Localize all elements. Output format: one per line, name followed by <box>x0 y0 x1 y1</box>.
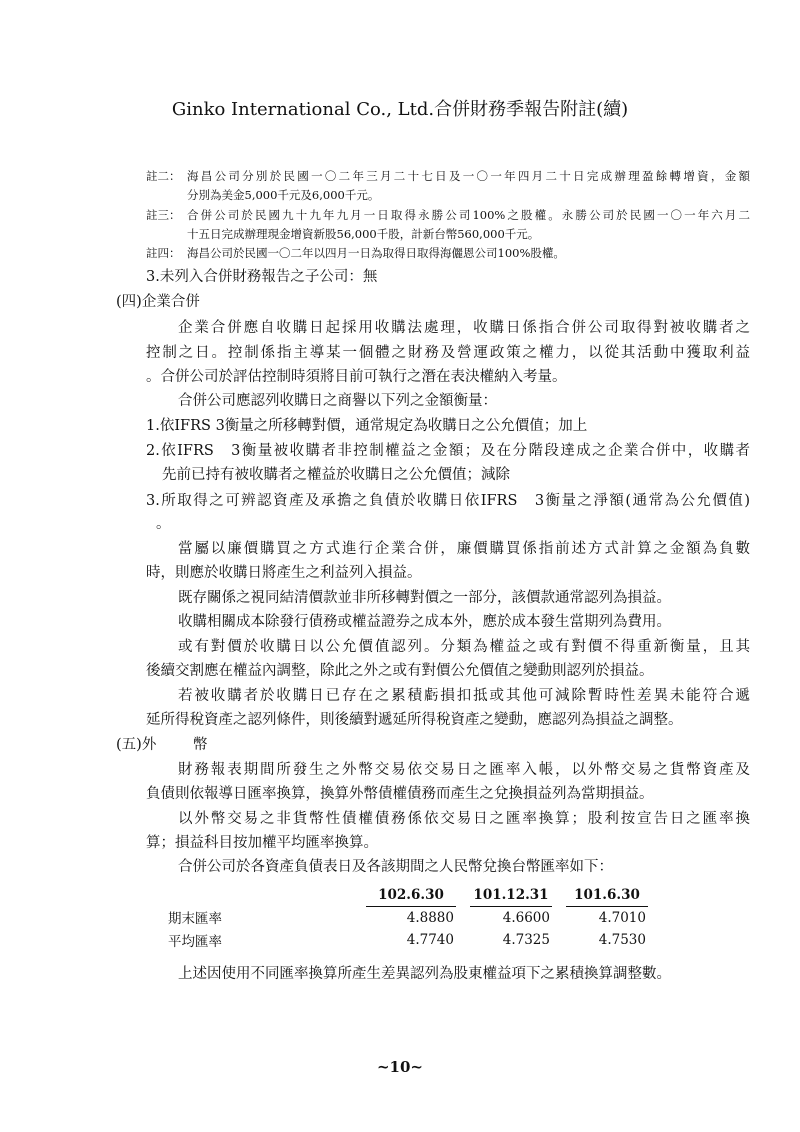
note-3-line2: 十五日完成辦理現金增資新股56,000千股，計新台幣560,000千元。 <box>187 227 540 241</box>
contingent-consideration: 或有對價於收購日以公允價值認列。分類為權益之或有對價不得重新衡量，且其 <box>178 639 750 655</box>
table-header-row <box>168 884 648 906</box>
deferred-tax-paragraph: 若被收購者於收購日已存在之累積虧損扣抵或其他可減除暫時性差異未能符合遞 <box>178 688 750 704</box>
foreign-currency-paragraph: 財務報表期間所發生之外幣交易依交易日之匯率入帳，以外幣交易之貨幣資產及 <box>178 762 750 778</box>
page-title: Ginko International Co., Ltd.合併財務季報告附註(續) <box>171 99 629 120</box>
section-5-heading-suffix: 幣 <box>193 737 208 753</box>
table-cell: 4.7530 <box>598 931 646 948</box>
exchange-rate-table <box>168 884 648 951</box>
contingent-consideration: 後續交割應在權益內調整，除此之外之或有對價公允價值之變動則認列於損益。 <box>146 663 654 679</box>
table-cell: 4.7325 <box>502 931 550 948</box>
table-cell: 4.6600 <box>502 909 550 926</box>
note-2-label: 註二： <box>146 169 181 183</box>
table-cell: 4.7740 <box>406 931 454 948</box>
translation-adjustment-note: 上述因使用不同匯率換算所產生差異認列為股東權益項下之累積換算調整數。 <box>178 966 671 982</box>
note-3-label: 註三： <box>146 208 181 222</box>
goodwill-item-2-cont: 先前已持有被收購者之權益於收購日之公允價值；減除 <box>162 467 510 483</box>
section-4-heading: (四)企業合併 <box>116 294 200 310</box>
note-4-line1: 海昌公司於民國一〇二年以四月一日為取得日取得海儷恩公司100%股權。 <box>187 246 565 260</box>
goodwill-item-2: 2.依IFRS 3衡量被收購者非控制權益之金額；及在分階段達成之企業合併中，收購者 <box>146 443 750 459</box>
row-label: 期末匯率 <box>168 911 222 928</box>
foreign-currency-paragraph: 負債則依報導日匯率換算，換算外幣債權債務而產生之兌換損益列為當期損益。 <box>146 786 654 802</box>
table-cell: 4.8880 <box>406 909 454 926</box>
section-4-paragraph: 。合併公司於評估控制時須將目前可執行之潛在表決權納入考量。 <box>146 369 567 385</box>
table-row <box>168 929 648 951</box>
goodwill-item-3: 3.所取得之可辨認資產及承擔之負債於收購日依IFRS 3衡量之淨額(通常為公允價值) <box>146 493 750 509</box>
non-monetary-paragraph: 算；損益科目按加權平均匯率換算。 <box>146 835 378 851</box>
acquisition-costs: 收購相關成本除發行債務或權益證券之成本外，應於成本發生當期列為費用。 <box>178 614 671 630</box>
bargain-purchase-paragraph: 當屬以廉價購買之方式進行企業合併，廉價購買係指前述方式計算之金額為負數 <box>178 541 750 557</box>
note-3-line1: 合併公司於民國九十九年九月一日取得永勝公司100%之股權。永勝公司於民國一〇一年六月二 <box>187 208 750 222</box>
goodwill-intro: 合併公司應認列收購日之商譽以下列之金額衡量： <box>178 393 497 409</box>
section-5-heading: (五)外 <box>116 737 157 753</box>
note-4-label: 註四： <box>146 246 181 260</box>
section-4-paragraph: 企業合併應自收購日起採用收購法處理，收購日係指合併公司取得對被收購者之 <box>178 320 750 336</box>
page-number: ~10~ <box>376 1058 423 1076</box>
non-monetary-paragraph: 以外幣交易之非貨幣性債權債務係依交易日之匯率換算；股利按宣告日之匯率換 <box>178 811 750 827</box>
column-header: 101.12.31 <box>470 884 552 906</box>
bargain-purchase-paragraph: 時，則應於收購日將產生之利益列入損益。 <box>146 565 422 581</box>
exchange-rate-intro: 合併公司於各資產負債表日及各該期間之人民幣兌換台幣匯率如下： <box>178 859 613 875</box>
goodwill-item-3-cont: 。 <box>156 516 171 532</box>
note-2-line2: 分別為美金5,000千元及6,000千元。 <box>187 188 380 202</box>
note-2-line1: 海昌公司分別於民國一〇二年三月二十七日及一〇一年四月二十日完成辦理盈餘轉增資，金額 <box>187 169 750 183</box>
table-cell: 4.7010 <box>598 909 646 926</box>
column-header: 102.6.30 <box>366 884 456 906</box>
goodwill-item-1: 1.依IFRS 3衡量之所移轉對價，通常規定為收購日之公允價值；加上 <box>146 418 588 434</box>
section-4-paragraph: 控制之日。控制係指主導某一個體之財務及營運政策之權力，以從其活動中獲取利益 <box>146 345 750 361</box>
pre-existing-relationship: 既存關係之視同結清價款並非所移轉對價之一部分，該價款通常認列為損益。 <box>178 590 671 606</box>
row-label: 平均匯率 <box>168 933 222 950</box>
table-row <box>168 906 648 929</box>
unconsolidated-subsidiaries: 3.未列入合併財務報告之子公司：無 <box>146 269 378 285</box>
deferred-tax-paragraph: 延所得稅資產之認列條件，則後續對遞延所得稅資產之變動，應認列為損益之調整。 <box>146 712 683 728</box>
column-header: 101.6.30 <box>566 884 648 906</box>
